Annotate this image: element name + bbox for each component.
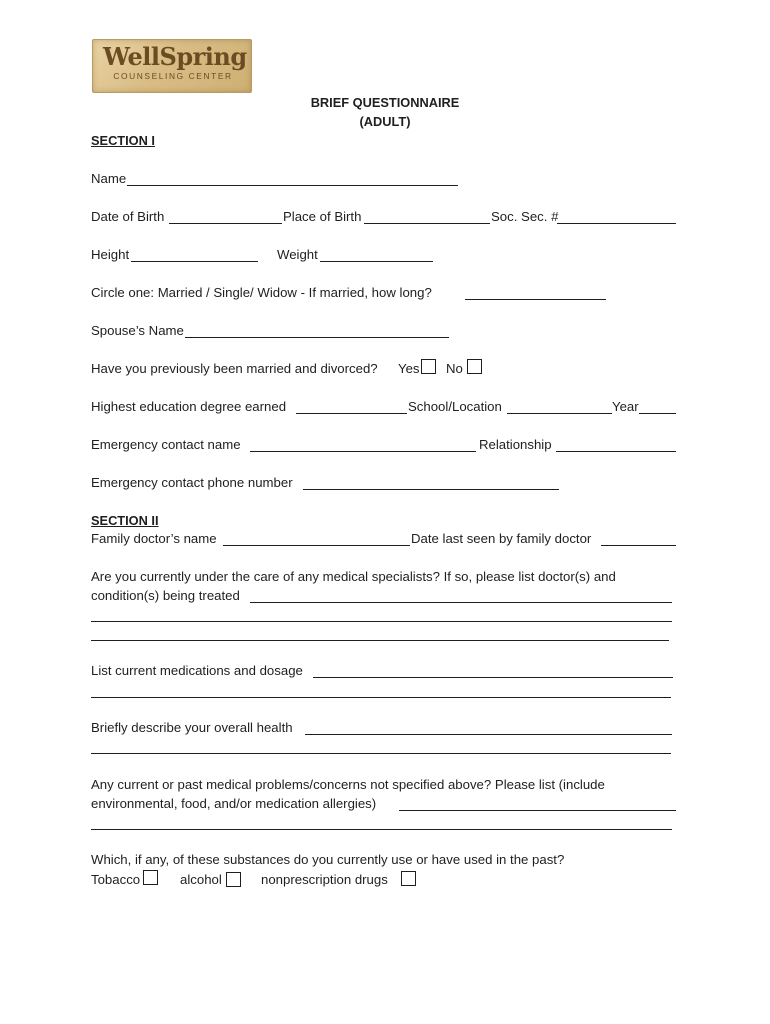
pob-field[interactable] [364,223,490,224]
logo-sub-text: COUNSELING CENTER [113,71,233,81]
form-title: BRIEF QUESTIONNAIRE [310,95,460,110]
school-label: School/Location [408,399,502,414]
year-label: Year [612,399,639,414]
pob-label: Place of Birth [283,209,362,224]
problems-question-cont: environmental, food, and/or medication allergies) [91,796,377,811]
dob-label: Date of Birth [91,209,165,224]
ssn-label: Soc. Sec. # [491,209,559,224]
medications-label: List current medications and dosage [91,663,303,678]
school-field[interactable] [507,413,612,414]
substances-question: Which, if any, of these substances do you currently use or have used in the past? [91,852,565,867]
weight-label: Weight [277,247,318,262]
specialists-question-cont: condition(s) being treated [91,588,240,603]
drugs-label: nonprescription drugs [261,872,388,887]
emergency-name-label: Emergency contact name [91,437,241,452]
divorced-question: Have you previously been married and divorced? [91,361,378,376]
no-checkbox[interactable] [467,359,482,374]
name-label: Name [91,171,127,186]
specialists-field-3[interactable] [91,640,669,641]
spouse-field[interactable] [185,337,449,338]
tobacco-label: Tobacco [91,872,141,887]
problems-field-2[interactable] [91,829,672,830]
yes-checkbox[interactable] [421,359,436,374]
problems-field-1[interactable] [399,810,676,811]
marriage-length-field[interactable] [465,299,606,300]
tobacco-checkbox[interactable] [143,870,158,885]
alcohol-checkbox[interactable] [226,872,241,887]
last-seen-field[interactable] [601,545,676,546]
medications-field-2[interactable] [91,697,671,698]
health-field-2[interactable] [91,753,671,754]
last-seen-label: Date last seen by family doctor [411,531,592,546]
relationship-field[interactable] [556,451,676,452]
height-label: Height [91,247,130,262]
form-subtitle: (ADULT) [359,114,411,129]
problems-question: Any current or past medical problems/concerns not specified above? Please list (include [91,777,605,792]
name-field[interactable] [127,185,458,186]
doctor-name-label: Family doctor’s name [91,531,217,546]
section-2-heading: SECTION II [91,513,159,528]
marital-status-question: Circle one: Married / Single/ Widow - If married, how long? [91,285,432,300]
emergency-phone-label: Emergency contact phone number [91,475,293,490]
dob-field[interactable] [169,223,282,224]
ssn-field[interactable] [557,223,676,224]
section-1-heading: SECTION I [91,133,155,148]
health-field-1[interactable] [305,734,672,735]
health-label: Briefly describe your overall health [91,720,293,735]
wellspring-logo [92,39,252,93]
drugs-checkbox[interactable] [401,871,416,886]
spouse-label: Spouse’s Name [91,323,184,338]
education-field[interactable] [296,413,407,414]
medications-field-1[interactable] [313,677,673,678]
no-label: No [446,361,463,376]
specialists-field-2[interactable] [91,621,672,622]
year-field[interactable] [639,413,676,414]
weight-field[interactable] [320,261,433,262]
specialists-question: Are you currently under the care of any medical specialists? If so, please list doctor(s) and [91,569,616,584]
logo-main-text: WellSpring [103,42,247,71]
emergency-name-field[interactable] [250,451,476,452]
yes-label: Yes [398,361,420,376]
education-label: Highest education degree earned [91,399,287,414]
doctor-name-field[interactable] [223,545,410,546]
height-field[interactable] [131,261,258,262]
emergency-phone-field[interactable] [303,489,559,490]
specialists-field-1[interactable] [250,602,672,603]
relationship-label: Relationship [479,437,552,452]
alcohol-label: alcohol [180,872,222,887]
